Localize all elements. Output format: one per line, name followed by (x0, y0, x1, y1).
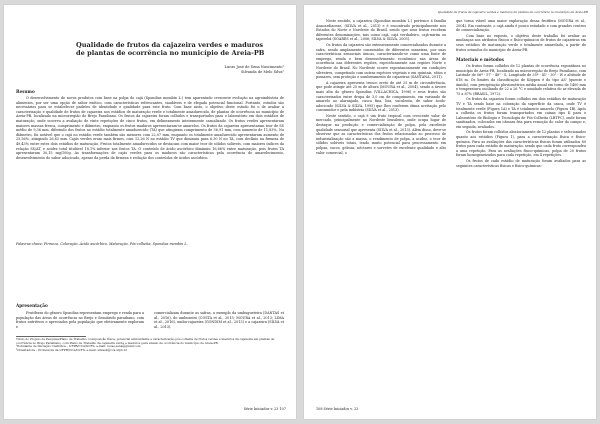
author-2: Silvanda de Melo Silva² (240, 70, 284, 74)
right-page (304, 5, 596, 419)
footnotes (16, 338, 284, 352)
abstract-text: O desenvolvimento de novos produtos com base na polpa do cajá (Spondias mombin L.) tem aparentado crescente evolução na agroindústria de alimentos, por ser uma opção de sabor exótico, com características refrescantes, saudáveis e de elegada potencial funcional. Portanto, estudos são necessários para se estabelecer padrões de identidade e qualidade para este fruto. Com base nisto, o objetivo deste estudo foi o de avaliar a caracterização e qualidade de frutos de cajazeira nos estádios de maturação verde e totalmente amadurecido, de plantas de ocorrência no município de Areia-PB, localizado na microrregião do Brejo Paraibano. Os frutos da cajazeira foram colhidos e transportados para o laboratório em dois estádios de maturação, onde ocorreu a avaliação de vinte repetições de cinco frutos, em delineamento inteiramente casualizado. Os frutos verdes apresentaram maiores massas fresca, comprimento e diâmetro, enquanto os frutos maduros apresentaram-se amarelos. Os frutos da cajazeira apresentaram teor de SS médio de 9,36 mm, diferindo dos frutos no estádio totalmente amadurecido (TA) que atingiram comprimento de 36,91 mm, com aumento de 11,83%. No diâmetro, foi notável que o cajá no estádio verde também são menores com 22,07 mm, enquanto os totalmente amadurecido apresentaram aumento de 25,56%, atingindo 26,63 mm. Cajás verdes eram mais firmes, com 12,26 N no estádio TV que diminuiu para 6,30 N no TA, com declínio na firmeza de 49,43% entre estes dois estádios de maturação. Frutos totalmente amadurecidos se destacam com maior teor de sólidos solúveis, com maiores índices da relação SS/AT, e acidez total titulável 18,1% inferior nos frutos TA. O conteúdo de ácido ascórbico diminuiu 16,66% entre maturação, pois frutos TA apresentaram 30,15 mg/100g. As transformações de cajás verdes para os maduros são características pela ocorrência do amarelecimento, desenvolvimento do sabor adocicado, apesar da perda da firmeza e redução dos conteúdos de ácidos ascórbico. (16, 96, 284, 160)
title-line-2: de plantas de ocorrência no município de Areia-PB (76, 49, 265, 58)
footnote-advisor: ²Orientadora – Professora da UFPB/CCA/DCFS, e-mail: silvasil@cca.ufpb.br (16, 347, 128, 352)
footnote-student: ¹Estudante de Iniciação Científica – UFPB/CCA/DCFS, e-mail: lucas.sena@gmail.com (16, 344, 141, 349)
footnote-project: Título do Projeto de Pesquisa/Plano de Trabalho: Composição física, potencial antioxidante e caracterização pós-colheita de frutos verdes e maduros da cajazeira em plantas de ocorrência no Brejo Paraibano, com Plano de Trabalho da cajazeira verde e maduros para ensaio de ocorrência do município de Areia-PB. (16, 337, 275, 345)
right-column-1 (316, 19, 446, 155)
intro-column-2: comercializam durante as safras, a exemplo da umbugueteira (DANTAS et al., 2016), do umbuzeiro (COSTA et al., 2015; MOURA et al., 2013; LIMA et al., 2016), umbu-cajazeira (GONDIM et al., 2013) e a cajazeira (SILVA et al., 2013). (154, 311, 284, 329)
paragraph-tree: A cajazeira apresenta tronco ereto de até 25 m de circunferência, que pode atingir até 25 m de altura (MOURA et al., 2004), sendo a árvore mais alta do gênero Spondias (VILLACHICA, 1996) e seus frutos são caracterizados entre drupa de 3,0 cm de comprimento, em variando de amarelo ao alaranjado, casca fina, lisa, suculenta, de sabor ácido-adocicado (SILVA & SILVA, 1995) que lhes conferem ótima aceitação pelo consumidor e pela indústria (SILVA et al., 2013). (316, 80, 446, 113)
article-title (76, 41, 286, 58)
paragraph-harvest: Os frutos da cajazeira foram colhidos em dois estádios de maturação TV e TA sendo base na coloração da superfície da casca, onde TV é totalmente verde (Figura 1A) e TA é totalmente amarelo (Figura 1B). Após a colheita os frutos foram transportados em caixas tipo K para o Laboratório de Biologia e Tecnologia de Pós-Colheita (LBTPC), onde foram sanitizados, colocados em câmara fria para remoção do calor do campo e, em seguida, avaliados. (456, 97, 586, 129)
paragraph-sampling: Os frutos foram colhidos aleatoriamente de 12 plantas e selecionados quanto aos estádios (Figura 1), para a caracterização física e físico-química. Para as avaliações das características físicas foram utilizados 80 frutos para cada estádio de maturação, sendo que cada fruto correspondeu a uma repetição. Para as avaliações físico-químicas, polpa de 20 frutos foram homogeneizados para cada repetição, em 4 repetições. (456, 130, 586, 158)
intro-heading: Apresentação (16, 303, 48, 308)
right-column-2 (456, 19, 586, 168)
keywords: Palavras-chave: Firmeza. Coloração. Ácido ascórbico. Maturação. Pós-colheita. Spondias mombin L. (16, 242, 188, 246)
paragraph-commerce: Os frutos da cajazeira são extensivamente comercializados durante a safra, sendo amplamente consumidos de diferentes maneiras, por suas características sensoriais únicas, caracterizando-se como uma fonte de emprego, renda e bem desenvolvimento econômico nas áreas de ocorrência nas diferentes regiões, especificamente nas regiões Norte e Nordeste do Brasil. No Nordeste ocorre espontaneamente em condições silvestres, competindo com outras espécies vegetais e em quintais, sítios e pomares, sem proteção e sombreamento de cajazeiras (SANTANA, 2011). (316, 42, 446, 80)
page-footer-right: 108 Série Iniciados v. 23 (316, 407, 359, 411)
authors (154, 65, 284, 75)
paragraph-continuation: que torna viável uma maior exploração dessa frutífera (MOURA et al., 2004). Em contraste, o cajá ainda é pouco estudado e com grandes centros de comercialização. (456, 19, 586, 33)
intro-column-1: Frutíferas do gênero Spondias representam emprego e renda para a população das áreas de ocorrência no Brejo e Semiárido paraibano, com frutos nutritivos e apreciados pela população que efetivamente exploram e (16, 311, 144, 329)
author-1: Lucas José de Sena Nascimento¹ (224, 65, 284, 69)
paragraph-market: Neste sentido, o cajá é um fruto tropical com crescente valor de mercado, principalmente no Nordeste brasileiro, onde ocupa lugar de destaque na produção e comercialização de polpa, pela excelente qualidade sensorial que apresenta (SILVA et al., 2013). Além disso, deve-se observar que as características dos frutos relacionadas ao processo de industrialização são a massa, o rendimento de polpa, a acidez, o teor de sólidos solúveis totais, tendo muito potencial para processamento em polpas, sucos, geleias, néctares e sorvetes de excelente qualidade e alto valor comercial, o (316, 113, 446, 155)
page-footer-left: Série Iniciados v. 23 107 (243, 407, 286, 411)
paragraph-objective: Com base no exposto, o objetivo deste trabalho foi avaliar as mudanças nos atributos físicos e físico-químicos de frutos de cajazeiras em seus estádios de maturação verde e totalmente amarelado, a partir de frutos oriundos do município de Areia-PB. (456, 33, 586, 52)
methods-heading: Materiais e métodos (456, 57, 504, 63)
paragraph-location: Os frutos foram colhidos de 12 plantas de ocorrência espontânea no município de Areia-PB, localizado na microrregião do Brejo Paraibano, com Latitude de 06º - 57' - 48" - S, Longitude de 35º - 41' - 30" - W e altitude de 618 m. Os limites da classificação de Köppen é do tipo AS' (quente e úmido), com precipitação pluviométrica média anual em torno de 1400 mm e temperatura oscilando de 22 a 26 °C e umidade relativa do ar elevada de 75 a 87% (BRASIL, 1972). (456, 64, 586, 96)
title-line-1: Qualidade de frutos da cajazeira verdes e maduros (76, 41, 264, 49)
running-head: Qualidade de frutos da cajazeira verdes e maduros de plantas de ocorrência no município de Areia-PB (437, 10, 588, 14)
left-page (4, 5, 296, 419)
paragraph-evaluation: Os frutos de cada estádio de maturação foram avaliados para as seguintes características físicas e físico-químicas: (456, 159, 586, 168)
paragraph-family: Neste sentido, a cajazeira (Spondias mombin L.) pertence à família Anacardiaceae, (SILVA et al., 2013) e é encontrado principalmente nos Estados do Norte e Nordeste do Brasil, sendo que seus frutos recebem diferentes denominações, tais como cajá, cajá verdadeiro, cajá-mirim ou taperebá (SOARES et al., 2006; SILVA & SILVA, 2005). (316, 19, 446, 42)
abstract-heading: Resumo (16, 89, 35, 94)
